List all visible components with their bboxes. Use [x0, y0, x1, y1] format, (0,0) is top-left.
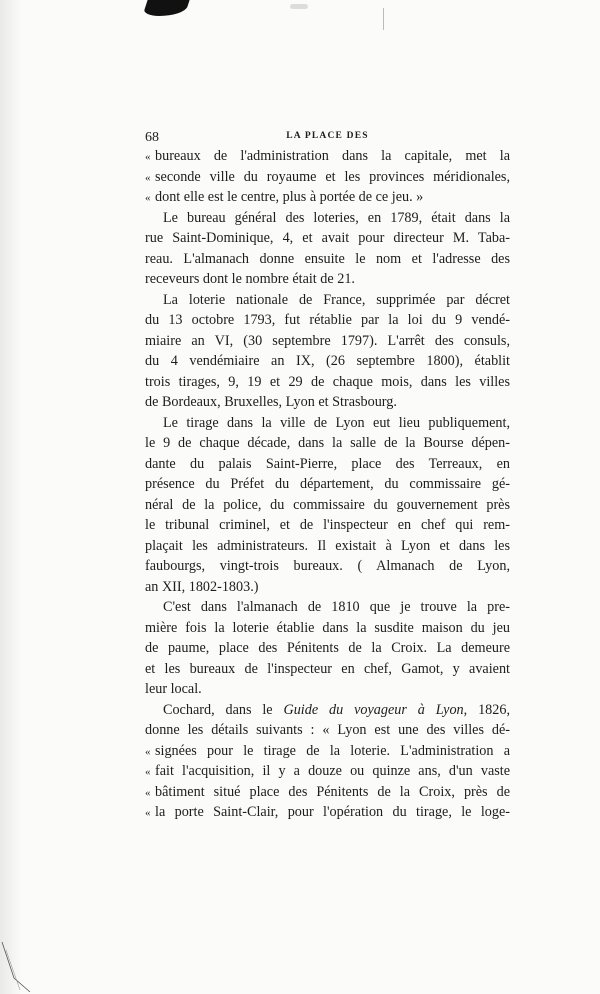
page-header	[145, 128, 510, 148]
text-line: du 4 vendémiaire an IX, (26 septembre 1800), établit	[145, 353, 510, 369]
text-line: le 9 de chaque décade, dans la salle de la Bourse dépen-	[145, 435, 510, 451]
scan-mark	[383, 8, 384, 30]
running-title: LA PLACE DES	[286, 131, 369, 141]
text-line: Le tirage dans la ville de Lyon eut lieu publiquement,	[163, 414, 510, 431]
text-line: Le bureau général des loteries, en 1789, était dans la	[163, 209, 510, 226]
corner-scratch	[0, 940, 40, 994]
text-line: le tribunal criminel, et de l'inspecteur en chef qui rem-	[145, 517, 510, 533]
text-line: mière fois la loterie établie dans la susdite maison du jeu	[145, 619, 510, 636]
text-line: de Bordeaux, Bruxelles, Lyon et Strasbourg.	[145, 394, 397, 410]
text-line: C'est dans l'almanach de 1810 que je trouve la pre-	[163, 599, 510, 615]
scan-stain	[290, 4, 308, 9]
text-line: du 13 octobre 1793, fut rétablie par la loi du 9 vendé-	[145, 312, 510, 328]
text-line: dante du palais Saint-Pierre, place des Terreaux, en	[145, 455, 510, 472]
text-line: « bureaux de l'administration dans la capitale, met la	[145, 146, 510, 167]
text-line: receveurs dont le nombre était de 21.	[145, 271, 355, 287]
text-line: plaçait les administrateurs. Il existait à Lyon et dans les	[145, 537, 510, 554]
book-title: Guide du voyageur à Lyon	[283, 701, 464, 718]
text-line: de paume, place des Pénitents de la Croix. La demeure	[145, 640, 510, 656]
text-line: et les bureaux de l'inspecteur en chef, Gamot, y avaient	[145, 660, 510, 677]
text-line: présence du Préfet du département, du commissaire gé-	[145, 476, 510, 492]
text-line: an XII, 1802-1803.)	[145, 578, 259, 595]
page-edge-shadow	[0, 0, 22, 994]
text-line: « seconde ville du royaume et les provinces méridionales,	[145, 167, 510, 188]
text-line: reau. L'almanach donne ensuite le nom et l'adresse des	[145, 250, 510, 267]
text-line: « dont elle est le centre, plus à portée de ce jeu. »	[145, 187, 510, 208]
text-line: miaire an VI, (30 septembre 1797). L'arrêt des consuls,	[145, 332, 510, 349]
text-line: trois tirages, 9, 19 et 29 de chaque mois, dans les villes	[145, 373, 510, 390]
page-number: 68	[145, 130, 159, 145]
text-line: néral de la police, du commissaire du gouvernement près	[145, 496, 510, 513]
text-line: « bâtiment situé place des Pénitents de la Croix, près de	[145, 782, 510, 803]
text-line: « fait l'acquisition, il y a douze ou quinze ans, d'un vaste	[145, 761, 510, 782]
text-line: Cochard, dans le Guide du voyageur à Lyon, 1826,	[163, 701, 510, 718]
ink-blot	[142, 0, 189, 16]
text-line: « la porte Saint-Clair, pour l'opération du tirage, le loge-	[145, 802, 510, 823]
body-text	[145, 146, 510, 823]
text-line: donne les détails suivants : « Lyon est une des villes dé-	[145, 722, 510, 738]
text-line: leur local.	[145, 681, 202, 697]
text-line: faubourgs, vingt-trois bureaux. ( Almanach de Lyon,	[145, 558, 510, 574]
text-line: rue Saint-Dominique, 4, et avait pour directeur M. Taba-	[145, 230, 510, 246]
text-line: La loterie nationale de France, supprimée par décret	[163, 291, 510, 308]
text-line: « signées pour le tirage de la loterie. L'administration a	[145, 741, 510, 762]
